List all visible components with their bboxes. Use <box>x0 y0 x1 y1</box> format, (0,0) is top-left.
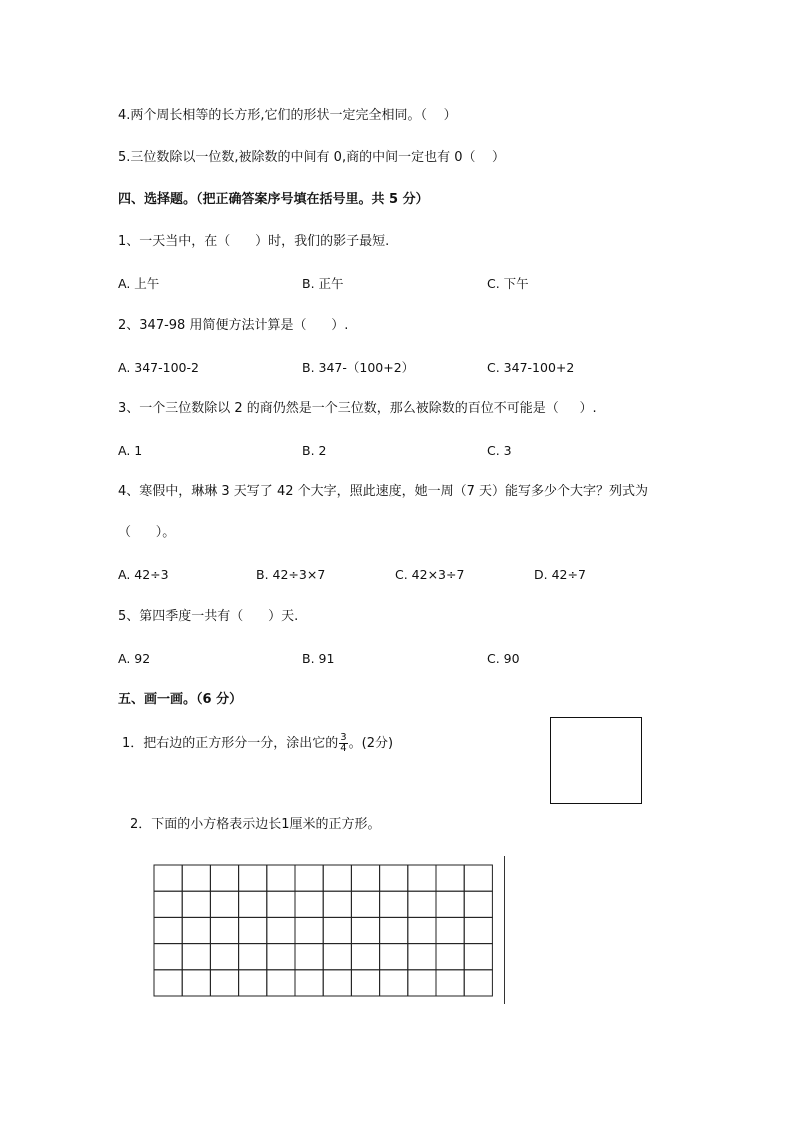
grid-cell[interactable] <box>436 891 464 917</box>
grid-cell[interactable] <box>380 891 408 917</box>
grid-cell[interactable] <box>295 944 323 970</box>
judgment-q5: 5.三位数除以一位数,被除数的中间有 0,商的中间一定也有 0（ ） <box>118 150 506 165</box>
grid-cell[interactable] <box>239 944 267 970</box>
grid-cell[interactable] <box>154 891 182 917</box>
grid-cell[interactable] <box>323 891 351 917</box>
grid-cell[interactable] <box>464 970 492 996</box>
grid-cell[interactable] <box>408 917 436 943</box>
centimeter-grid[interactable] <box>153 864 495 998</box>
mc-q2-option-c: C. 347-100+2 <box>487 360 575 375</box>
grid-cell[interactable] <box>351 865 379 891</box>
grid-cell[interactable] <box>267 891 295 917</box>
grid-cell[interactable] <box>154 865 182 891</box>
grid-cell[interactable] <box>267 865 295 891</box>
mc-q2-option-a: A. 347-100-2 <box>118 360 199 375</box>
grid-cell[interactable] <box>210 891 238 917</box>
grid-cell[interactable] <box>436 970 464 996</box>
grid-cell[interactable] <box>154 970 182 996</box>
mc-q3-option-c: C. 3 <box>487 443 512 458</box>
grid-cell[interactable] <box>408 944 436 970</box>
grid-cell[interactable] <box>239 917 267 943</box>
mc-q5-text: 5、第四季度一共有（ ）天. <box>118 609 299 624</box>
grid-cell[interactable] <box>295 970 323 996</box>
draw-q1 <box>122 733 393 754</box>
grid-cell[interactable] <box>436 944 464 970</box>
grid-cell[interactable] <box>351 891 379 917</box>
grid-cell[interactable] <box>182 891 210 917</box>
grid-cell[interactable] <box>323 865 351 891</box>
grid-cell[interactable] <box>408 865 436 891</box>
grid-cell[interactable] <box>351 970 379 996</box>
mc-q2-option-b: B. 347-（100+2） <box>302 360 415 375</box>
mc-q1-option-c: C. 下午 <box>487 276 529 291</box>
grid-cell[interactable] <box>295 891 323 917</box>
mc-q3-option-a: A. 1 <box>118 443 143 458</box>
grid-cell[interactable] <box>267 917 295 943</box>
mc-q1-option-b: B. 正午 <box>302 276 344 291</box>
mc-q5-option-c: C. 90 <box>487 651 520 666</box>
grid-cell[interactable] <box>295 917 323 943</box>
judgment-q4: 4.两个周长相等的长方形,它们的形状一定完全相同。（ ） <box>118 108 457 123</box>
grid-cell[interactable] <box>323 944 351 970</box>
mc-q4-option-c: C. 42×3÷7 <box>395 567 465 582</box>
drawing-square[interactable] <box>550 717 642 804</box>
fraction-three-quarters <box>339 733 347 754</box>
grid-cell[interactable] <box>351 917 379 943</box>
grid-cell[interactable] <box>182 917 210 943</box>
mc-q5-option-a: A. 92 <box>118 651 151 666</box>
mc-q4-option-a: A. 42÷3 <box>118 567 169 582</box>
mc-q4-text: 4、寒假中，琳琳 3 天写了 42 个大字，照此速度，她一周（7 天）能写多少个大字？列式为 <box>118 484 649 499</box>
grid-cell[interactable] <box>464 891 492 917</box>
grid-cell[interactable] <box>182 970 210 996</box>
mc-q4-option-b: B. 42÷3×7 <box>256 567 326 582</box>
grid-cell[interactable] <box>380 944 408 970</box>
section4-title: 四、选择题。（把正确答案序号填在括号里。共 5 分） <box>118 192 429 207</box>
grid-cell[interactable] <box>295 865 323 891</box>
grid-cell[interactable] <box>464 944 492 970</box>
draw-q2: 2．下面的小方格表示边长1厘米的正方形。 <box>130 817 381 832</box>
grid-cell[interactable] <box>182 865 210 891</box>
mc-q4-text-cont: （ ）。 <box>118 525 176 540</box>
mc-q3-option-b: B. 2 <box>302 443 327 458</box>
grid-cell[interactable] <box>154 944 182 970</box>
grid-cell[interactable] <box>154 917 182 943</box>
draw-q1-points: 。(2分) <box>348 736 394 751</box>
grid-cell[interactable] <box>380 917 408 943</box>
grid-cell[interactable] <box>210 944 238 970</box>
grid-cell[interactable] <box>267 970 295 996</box>
mc-q5-option-b: B. 91 <box>302 651 335 666</box>
fraction-numerator: 3 <box>340 732 347 743</box>
grid-cell[interactable] <box>239 970 267 996</box>
grid-cell[interactable] <box>210 917 238 943</box>
grid-cell[interactable] <box>408 970 436 996</box>
grid-cell[interactable] <box>436 917 464 943</box>
draw-q1-text: 1．把右边的正方形分一分，涂出它的 <box>122 736 339 751</box>
grid-cell[interactable] <box>464 865 492 891</box>
grid-cell[interactable] <box>464 917 492 943</box>
grid-cell[interactable] <box>323 917 351 943</box>
grid-cell[interactable] <box>436 865 464 891</box>
grid-cell[interactable] <box>239 865 267 891</box>
mc-q2-text: 2、347-98 用简便方法计算是（ ）. <box>118 318 349 333</box>
grid-cell[interactable] <box>323 970 351 996</box>
grid-cell[interactable] <box>408 891 436 917</box>
mc-q3-text: 3、一个三位数除以 2 的商仍然是一个三位数，那么被除数的百位不可能是（ ）. <box>118 401 597 416</box>
grid-cell[interactable] <box>267 944 295 970</box>
mc-q4-option-d: D. 42÷7 <box>534 567 586 582</box>
vertical-divider <box>504 856 505 1004</box>
mc-q1-option-a: A. 上午 <box>118 276 160 291</box>
grid-cell[interactable] <box>239 891 267 917</box>
grid-cell[interactable] <box>210 865 238 891</box>
fraction-denominator: 4 <box>340 743 347 754</box>
grid-cell[interactable] <box>380 865 408 891</box>
grid-cell[interactable] <box>380 970 408 996</box>
grid-cell[interactable] <box>182 944 210 970</box>
mc-q1-text: 1、一天当中，在（ ）时，我们的影子最短. <box>118 234 390 249</box>
grid-cell[interactable] <box>351 944 379 970</box>
section5-title: 五、画一画。（6 分） <box>118 692 243 707</box>
grid-cell[interactable] <box>210 970 238 996</box>
